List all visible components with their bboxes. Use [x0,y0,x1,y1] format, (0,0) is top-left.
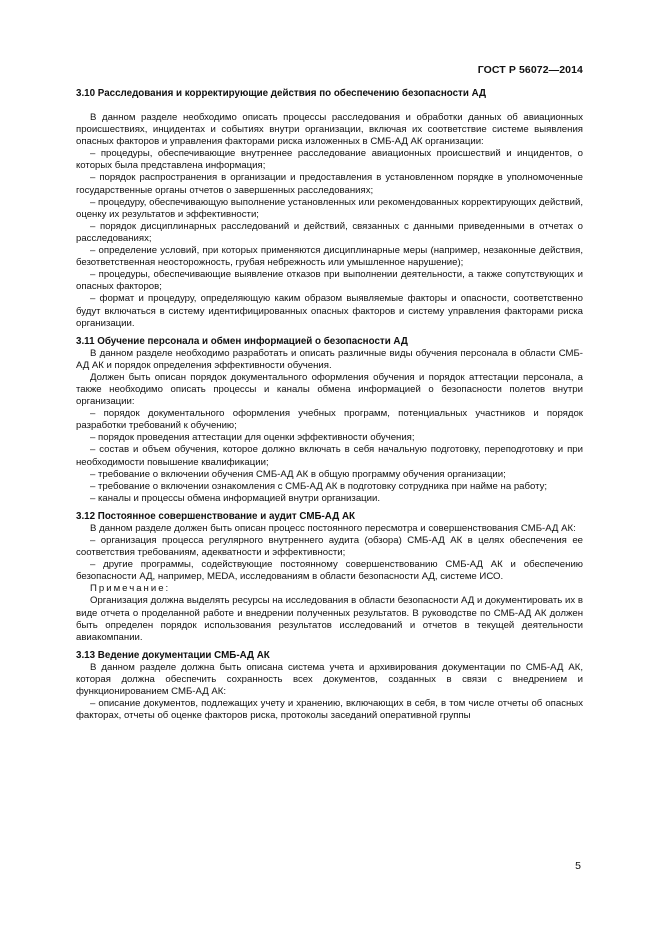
note-label: Примечание: [90,583,171,595]
list-item: – требование о включении обучения СМБ-АД АК в общую программу обучения организации; [90,468,506,480]
list-item: – определение условий, при которых применяются дисциплинарные меры (например, незаконные действия, безответственная неосторожность, грубая небрежность или умышленное нарушение); [76,245,583,269]
paragraph: Должен быть описан порядок документального оформления обучения и порядок аттестации персонала, а также необходимо описать процессы и каналы обмена информацией о безопасности полетов внутри организации: [76,371,583,408]
list-item: – состав и объем обучения, которое должно включать в себя начальную подготовку, переподготовку и при необходимости повышение квалификации; [76,444,583,468]
list-item: – процедуры, обеспечивающие внутреннее расследование авиационных происшествий и инцидентов, о которых была представлена информация; [76,148,583,172]
paragraph: В данном разделе должна быть описана система учета и архивирования документации по СМБ-АД АК, которая должна обеспечить сохранность всех документов, созданных в связи с внедрением и функционированием СМБ-АД АК: [76,661,583,698]
section-3-10-title: 3.10 Расследования и корректирующие действия по обеспечению безопасности АД [76,88,487,99]
list-item: – формат и процедуру, определяющую каким образом выявляемые факторы и опасности, соответственно будут включаться в систему идентифицированных опасных факторов и систему управления факторами риска организации. [76,293,583,329]
list-item: – порядок документального оформления учебных программ, потенциальных участников и порядок разработки требований к обучению; [76,408,583,432]
list-item: – порядок распространения в организации и предоставления в установленном порядке в уполномоченные государственные органы отчетов о завершенных расследованиях; [76,172,583,196]
paragraph: В данном разделе необходимо разработать и описать различные виды обучения персонала в области СМБ-АД АК и порядок определения эффективности обучения. [76,347,583,371]
page-number: 5 [575,860,581,872]
list-item: – описание документов, подлежащих учету и хранению, включающих в себя, в том числе отчеты об опасных факторах, отчеты об оценке факторов риска, протоколы заседаний оперативной группы [76,698,583,722]
list-item: – процедуру, обеспечивающую выполнение установленных или рекомендованных корректирующих действий, оценку их результатов и эффективности; [76,196,583,220]
document-body [76,88,583,722]
list-item: – другие программы, содействующие постоянному совершенствованию СМБ-АД АК и обеспечению безопасности АД, например, MEDA, исследованиям в области безопасности АД, системе ИСО. [76,559,583,583]
list-item: – порядок дисциплинарных расследований и действий, связанных с данными приведенными в отчетах о расследованиях; [76,220,583,244]
list-item: – порядок проведения аттестации для оценки эффективности обучения; [90,432,415,444]
section-3-13-title: 3.13 Ведение документации СМБ-АД АК [76,649,270,661]
section-3-12-title: 3.12 Постоянное совершенствование и аудит СМБ-АД АК [76,510,355,522]
paragraph: В данном разделе необходимо описать процессы расследования и обработки данных об авиационных происшествиях, инцидентах и событиях внутри организации, включая их соответствие системе выявления опасных факторов и управления факторами риска изложенных в СМБ-АД АК организации: [76,112,583,148]
note-text: Организация должна выделять ресурсы на исследования в области безопасности АД и документировать их в виде отчета о проделанной работе и внедрении полученных результатов. В руководстве по СМБ-АД АК должен быть определен порядок использования результатов исследований и отчетов в текущей деятельности авиакомпании. [76,595,583,643]
list-item: – требование о включении ознакомления с СМБ-АД АК в подготовку сотрудника при найме на работу; [90,480,548,492]
section-3-11-title: 3.11 Обучение персонала и обмен информацией о безопасности АД [76,335,408,347]
list-item: – процедуры, обеспечивающие выявление отказов при выполнении деятельности, а также сопутствующих и опасных факторов; [76,269,583,293]
list-item: – каналы и процессы обмена информацией внутри организации. [90,492,381,504]
standard-header: ГОСТ Р 56072—2014 [477,64,583,76]
paragraph: В данном разделе должен быть описан процесс постоянного пересмотра и совершенствования СМБ-АД АК: [90,522,576,534]
list-item: – организация процесса регулярного внутреннего аудита (обзора) СМБ-АД АК в целях обеспечения ее соответствия требованиям, адекватности и эффективности; [76,535,583,559]
